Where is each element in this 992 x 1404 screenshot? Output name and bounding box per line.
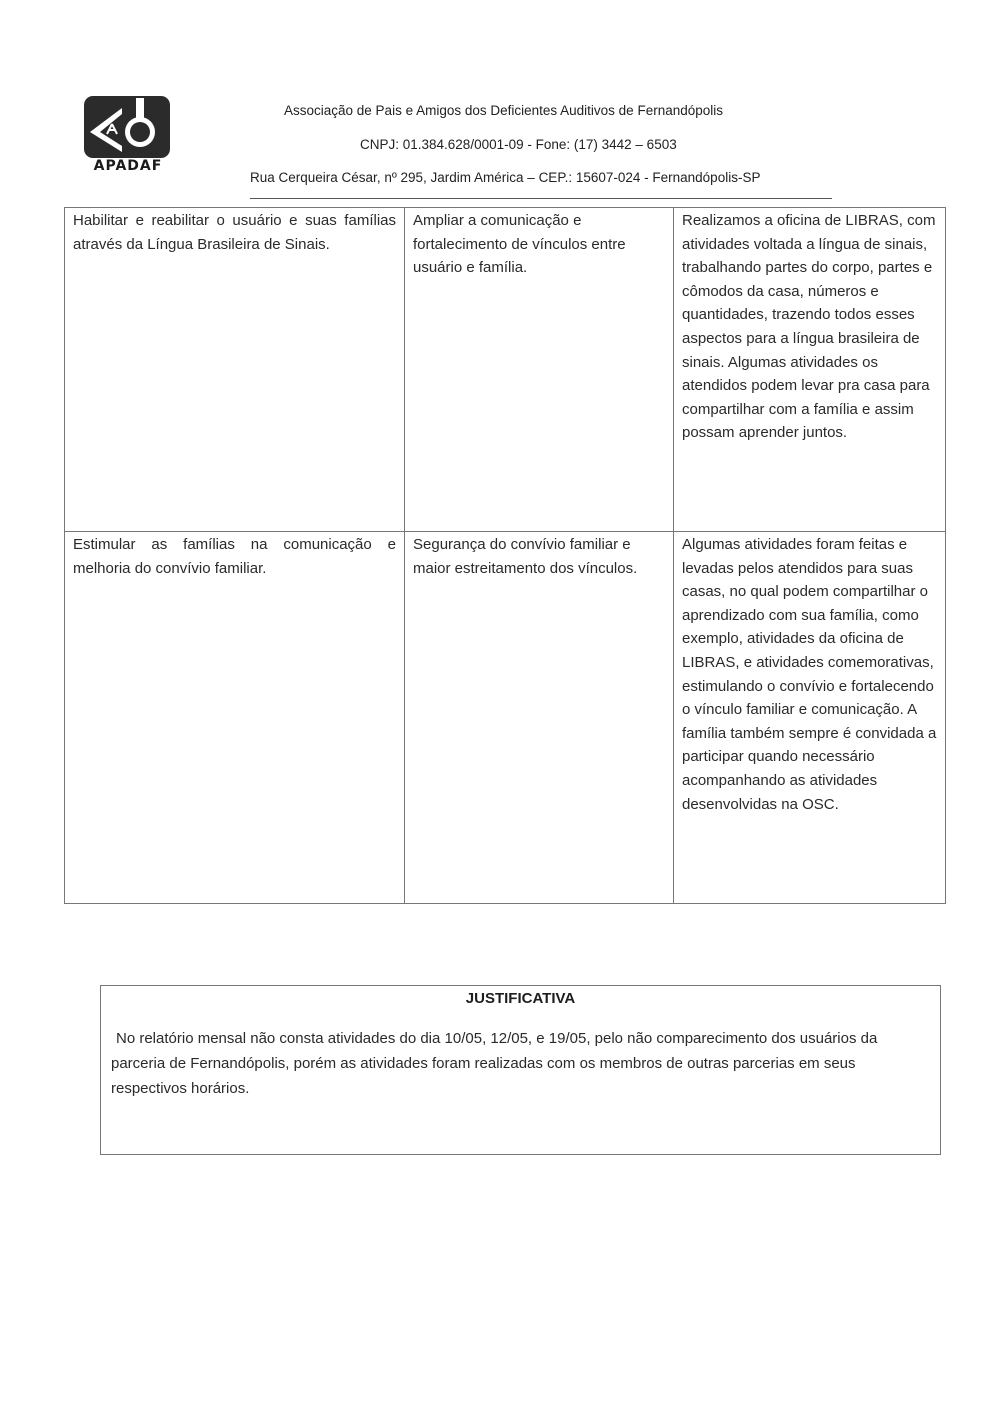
justification-text: No relatório mensal não consta atividades do dia 10/05, 12/05, e 19/05, pelo não comparecimento dos usuários da parceria de Fernandópolis, porém as atividades foram realizadas com os membros de outras parcerias em seus respectivos horários. <box>111 1030 878 1097</box>
header-divider <box>250 198 832 199</box>
expected-result-cell: Ampliar a comunicação e fortalecimento de vínculos entre usuário e família. <box>405 208 674 532</box>
expected-result-cell: Segurança do convívio familiar e maior estreitamento dos vínculos. <box>405 532 674 904</box>
justification-box <box>100 985 941 1155</box>
activities-table <box>64 207 946 904</box>
justification-title: JUSTIFICATIVA <box>465 990 576 1007</box>
organization-name: Associação de Pais e Amigos dos Deficientes Auditivos de Fernandópolis <box>284 103 724 118</box>
activity-description-cell: Realizamos a oficina de LIBRAS, com atividades voltada a língua de sinais, trabalhando partes do corpo, partes e cômodos da casa, números e quantidades, trazendo todos esses aspectos para a língua brasileira de sinais. Algumas atividades os atendidos podem levar pra casa para compartilhar com a família e assim possam aprender juntos. <box>674 208 946 532</box>
table-row <box>65 532 946 904</box>
objective-cell: Habilitar e reabilitar o usuário e suas famílias através da Língua Brasileira de Sinais. <box>65 208 405 532</box>
logo-text: APADAF <box>93 158 163 174</box>
apadaf-logo <box>82 94 174 174</box>
activity-description-cell: Algumas atividades foram feitas e levadas pelos atendidos para suas casas, no qual podem compartilhar o aprendizado com sua família, como exemplo, atividades da oficina de LIBRAS, e atividades comemorativas, estimulando o convívio e fortalecendo o vínculo familiar e comunicação. A família também sempre é convidada a participar quando necessário acompanhando as atividades desenvolvidas na OSC. <box>674 532 946 904</box>
table-row <box>65 208 946 532</box>
hearing-emblem-icon <box>82 94 174 160</box>
organization-cnpj-phone: CNPJ: 01.384.628/0001-09 - Fone: (17) 3442 – 6503 <box>360 137 677 152</box>
organization-address: Rua Cerqueira César, nº 295, Jardim América – CEP.: 15607-024 - Fernandópolis-SP <box>250 170 761 185</box>
objective-cell: Estimular as famílias na comunicação e melhoria do convívio familiar. <box>65 532 405 904</box>
